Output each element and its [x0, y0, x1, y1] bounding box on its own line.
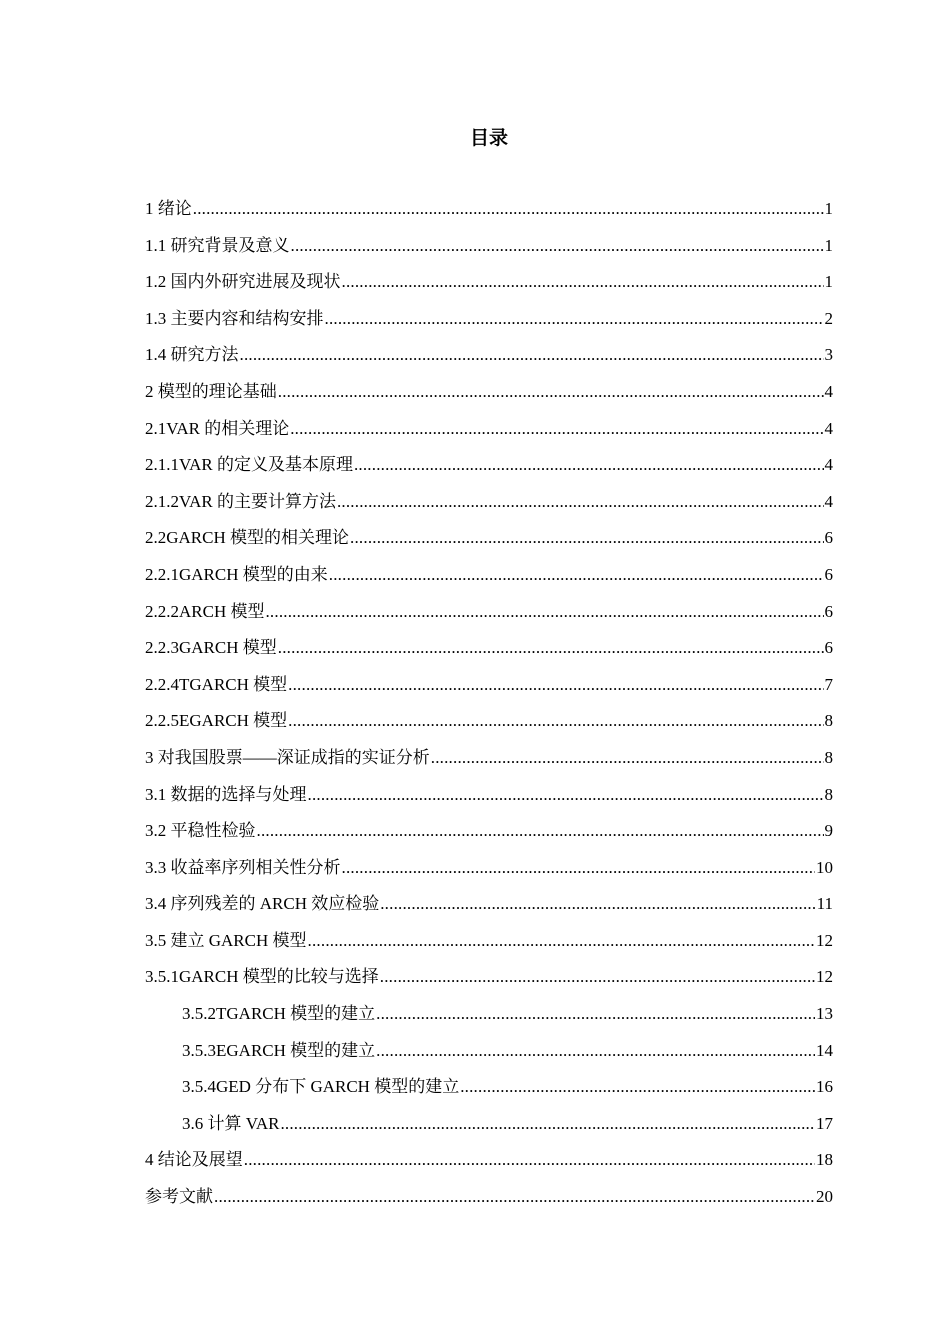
toc-entry-page-number: 12 — [816, 967, 833, 987]
toc-entry-page-number: 6 — [824, 601, 833, 621]
toc-dot-leader — [257, 813, 824, 850]
toc-entry-label: 2.2.1GARCH 模型的由来 — [145, 564, 328, 584]
toc-entry-page-number: 8 — [824, 784, 833, 804]
toc-entry-page-number: 8 — [824, 711, 833, 731]
toc-entry-label: 1.2 国内外研究进展及现状 — [145, 272, 341, 292]
toc-dot-leader — [376, 1033, 815, 1070]
toc-entry[interactable] — [145, 813, 833, 850]
toc-dot-leader — [278, 374, 824, 411]
toc-entry-label: 2.1.2VAR 的主要计算方法 — [145, 491, 336, 511]
toc-entry-page-number: 4 — [824, 491, 833, 511]
toc-dot-leader — [431, 740, 824, 777]
toc-entry[interactable] — [145, 301, 833, 338]
toc-entry-label: 2.1.1VAR 的定义及基本原理 — [145, 455, 353, 475]
toc-entry-page-number: 11 — [816, 894, 833, 914]
toc-entry-page-number: 6 — [824, 528, 833, 548]
toc-dot-leader — [244, 1142, 815, 1179]
toc-entry-page-number: 17 — [816, 1113, 833, 1133]
toc-entry[interactable] — [145, 630, 833, 667]
toc-entry[interactable] — [145, 959, 833, 996]
toc-dot-leader — [380, 886, 815, 923]
toc-dot-leader — [380, 959, 815, 996]
toc-entry[interactable] — [145, 996, 833, 1033]
toc-entry-label: 3.5.2TGARCH 模型的建立 — [182, 1004, 376, 1024]
toc-entry-page-number: 6 — [824, 638, 833, 658]
toc-entry[interactable] — [145, 850, 833, 887]
toc-dot-leader — [342, 850, 816, 887]
toc-entry[interactable] — [145, 264, 833, 301]
toc-entry-label: 2.2.3GARCH 模型 — [145, 638, 277, 658]
toc-entry-label: 3.4 序列残差的 ARCH 效应检验 — [145, 894, 380, 914]
toc-entry-label: 3.1 数据的选择与处理 — [145, 784, 307, 804]
toc-entry[interactable] — [145, 520, 833, 557]
toc-entry-page-number: 3 — [824, 345, 833, 365]
toc-entry[interactable] — [145, 740, 833, 777]
toc-dot-leader — [308, 923, 815, 960]
toc-dot-leader — [350, 520, 823, 557]
toc-entry-label: 3 对我国股票——深证成指的实证分析 — [145, 747, 430, 767]
toc-entry-page-number: 6 — [824, 564, 833, 584]
toc-dot-leader — [214, 1179, 815, 1216]
toc-dot-leader — [240, 337, 824, 374]
toc-entry-label: 1.1 研究背景及意义 — [145, 235, 290, 255]
toc-entry[interactable] — [145, 886, 833, 923]
toc-entry-label: 3.5.4GED 分布下 GARCH 模型的建立 — [182, 1077, 460, 1097]
toc-entry-page-number: 1 — [824, 199, 833, 218]
toc-dot-leader — [460, 1069, 815, 1106]
toc-dot-leader — [290, 411, 823, 448]
toc-dot-leader — [354, 447, 824, 484]
toc-entry-page-number: 8 — [824, 747, 833, 767]
toc-entry-page-number: 9 — [824, 821, 833, 841]
toc-dot-leader — [376, 996, 815, 1033]
toc-dot-leader — [288, 667, 823, 704]
toc-entry[interactable] — [145, 1142, 833, 1179]
toc-dot-leader — [308, 777, 824, 814]
toc-entry[interactable] — [145, 337, 833, 374]
toc-entry-label: 2 模型的理论基础 — [145, 381, 277, 401]
toc-entry-label: 3.5 建立 GARCH 模型 — [145, 930, 307, 950]
toc-entry-label: 1.3 主要内容和结构安排 — [145, 308, 324, 328]
toc-entry[interactable] — [145, 411, 833, 448]
toc-entry-label: 2.1VAR 的相关理论 — [145, 418, 290, 438]
toc-entry-page-number: 13 — [816, 1004, 833, 1024]
toc-entry-label: 参考文献 — [145, 1187, 213, 1207]
toc-entry-page-number: 16 — [816, 1077, 833, 1097]
toc-entry-label: 2.2.2ARCH 模型 — [145, 601, 265, 621]
toc-list — [145, 191, 833, 1216]
toc-entry[interactable] — [145, 191, 833, 228]
toc-entry-page-number: 10 — [816, 857, 833, 877]
toc-entry-page-number: 4 — [824, 418, 833, 438]
toc-entry[interactable] — [145, 923, 833, 960]
toc-entry[interactable] — [145, 1033, 833, 1070]
toc-entry[interactable] — [145, 228, 833, 265]
toc-entry-label: 3.5.1GARCH 模型的比较与选择 — [145, 967, 379, 987]
toc-entry[interactable] — [145, 777, 833, 814]
toc-entry-label: 1 绪论 — [145, 199, 192, 218]
toc-dot-leader — [265, 594, 823, 631]
toc-entry-page-number: 7 — [824, 674, 833, 694]
toc-entry-page-number: 20 — [816, 1187, 833, 1207]
toc-dot-leader — [288, 703, 823, 740]
toc-dot-leader — [337, 484, 824, 521]
toc-entry-page-number: 2 — [824, 308, 833, 328]
toc-entry-page-number: 12 — [816, 930, 833, 950]
toc-entry[interactable] — [145, 374, 833, 411]
toc-entry-page-number: 4 — [824, 381, 833, 401]
toc-dot-leader — [329, 557, 824, 594]
toc-dot-leader — [278, 630, 824, 667]
toc-entry[interactable] — [145, 484, 833, 521]
toc-entry[interactable] — [145, 1106, 833, 1143]
toc-entry-page-number: 1 — [824, 272, 833, 292]
toc-entry[interactable] — [145, 1069, 833, 1106]
toc-entry[interactable] — [145, 667, 833, 704]
toc-entry-label: 2.2GARCH 模型的相关理论 — [145, 528, 350, 548]
toc-entry[interactable] — [145, 1179, 833, 1216]
toc-entry-label: 3.2 平稳性检验 — [145, 821, 256, 841]
toc-dot-leader — [193, 191, 824, 228]
toc-entry-page-number: 1 — [824, 235, 833, 255]
toc-entry-label: 3.6 计算 VAR — [182, 1113, 280, 1133]
toc-entry[interactable] — [145, 594, 833, 631]
toc-entry[interactable] — [145, 557, 833, 594]
toc-dot-leader — [325, 301, 824, 338]
toc-entry-label: 3.3 收益率序列相关性分析 — [145, 857, 341, 877]
toc-title: 目录 — [469, 127, 508, 149]
toc-entry-page-number: 14 — [816, 1040, 833, 1060]
toc-dot-leader — [291, 228, 824, 265]
toc-entry-label: 4 结论及展望 — [145, 1150, 243, 1170]
toc-entry-label: 3.5.3EGARCH 模型的建立 — [182, 1040, 376, 1060]
toc-entry[interactable] — [145, 447, 833, 484]
toc-entry-page-number: 4 — [824, 455, 833, 475]
toc-entry-label: 2.2.4TGARCH 模型 — [145, 674, 288, 694]
toc-entry-label: 1.4 研究方法 — [145, 345, 239, 365]
toc-dot-leader — [280, 1106, 815, 1143]
toc-entry[interactable] — [145, 703, 833, 740]
toc-entry-page-number: 18 — [816, 1150, 833, 1170]
toc-dot-leader — [342, 264, 824, 301]
toc-entry-label: 2.2.5EGARCH 模型 — [145, 711, 288, 731]
